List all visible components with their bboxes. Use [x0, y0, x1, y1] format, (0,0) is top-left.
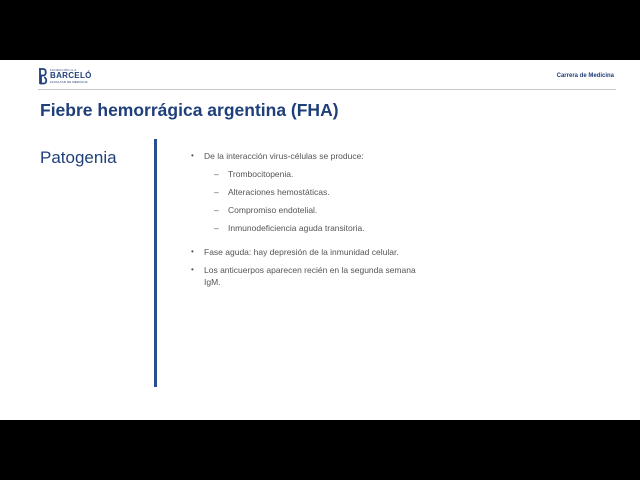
bullet-dot-icon: • — [191, 151, 194, 160]
sub-item — [191, 222, 431, 234]
bullet-item — [191, 264, 431, 288]
logo-name: BARCELÓ — [50, 71, 92, 80]
sub-item-text: Trombocitopenia. — [228, 169, 294, 179]
slide-title: Fiebre hemorrágica argentina (FHA) — [40, 100, 339, 120]
barcelo-logo-icon — [38, 68, 48, 85]
header-divider — [38, 89, 616, 90]
bullet-item — [191, 246, 431, 258]
barcelo-logo — [38, 68, 98, 86]
sub-item — [191, 168, 431, 180]
sub-item-text: Inmunodeficiencia aguda transitoria. — [228, 223, 365, 233]
logo-foundation-text: FUNDACIÓN H.A. — [50, 68, 78, 72]
sub-item-text: Alteraciones hemostáticas. — [228, 187, 330, 197]
dash-icon: – — [214, 169, 219, 179]
bullet-text: Fase aguda: hay depresión de la inmunidad celular. — [204, 247, 399, 257]
sub-list — [191, 168, 431, 234]
dash-icon: – — [214, 205, 219, 215]
sub-item — [191, 186, 431, 198]
career-label: Carrera de Medicina — [556, 73, 614, 79]
bullet-item — [191, 150, 431, 162]
presentation-slide — [0, 60, 640, 420]
dash-icon: – — [214, 187, 219, 197]
sub-item-text: Compromiso endotelial. — [228, 205, 318, 215]
dash-icon: – — [214, 223, 219, 233]
vertical-divider — [154, 139, 157, 387]
bullet-list — [191, 150, 431, 294]
logo-faculty-text: FACULTAD DE MEDICINA — [50, 80, 88, 84]
letterbox-top — [0, 0, 640, 60]
letterbox-bottom — [0, 420, 640, 480]
bullet-text: De la interacción virus-células se produce: — [204, 151, 364, 161]
bullet-dot-icon: • — [191, 247, 194, 256]
sub-item — [191, 204, 431, 216]
bullet-dot-icon: • — [191, 265, 194, 274]
bullet-text: Los anticuerpos aparecen recién en la segunda semana IgM. — [204, 265, 416, 287]
section-title: Patogenia — [40, 148, 117, 167]
